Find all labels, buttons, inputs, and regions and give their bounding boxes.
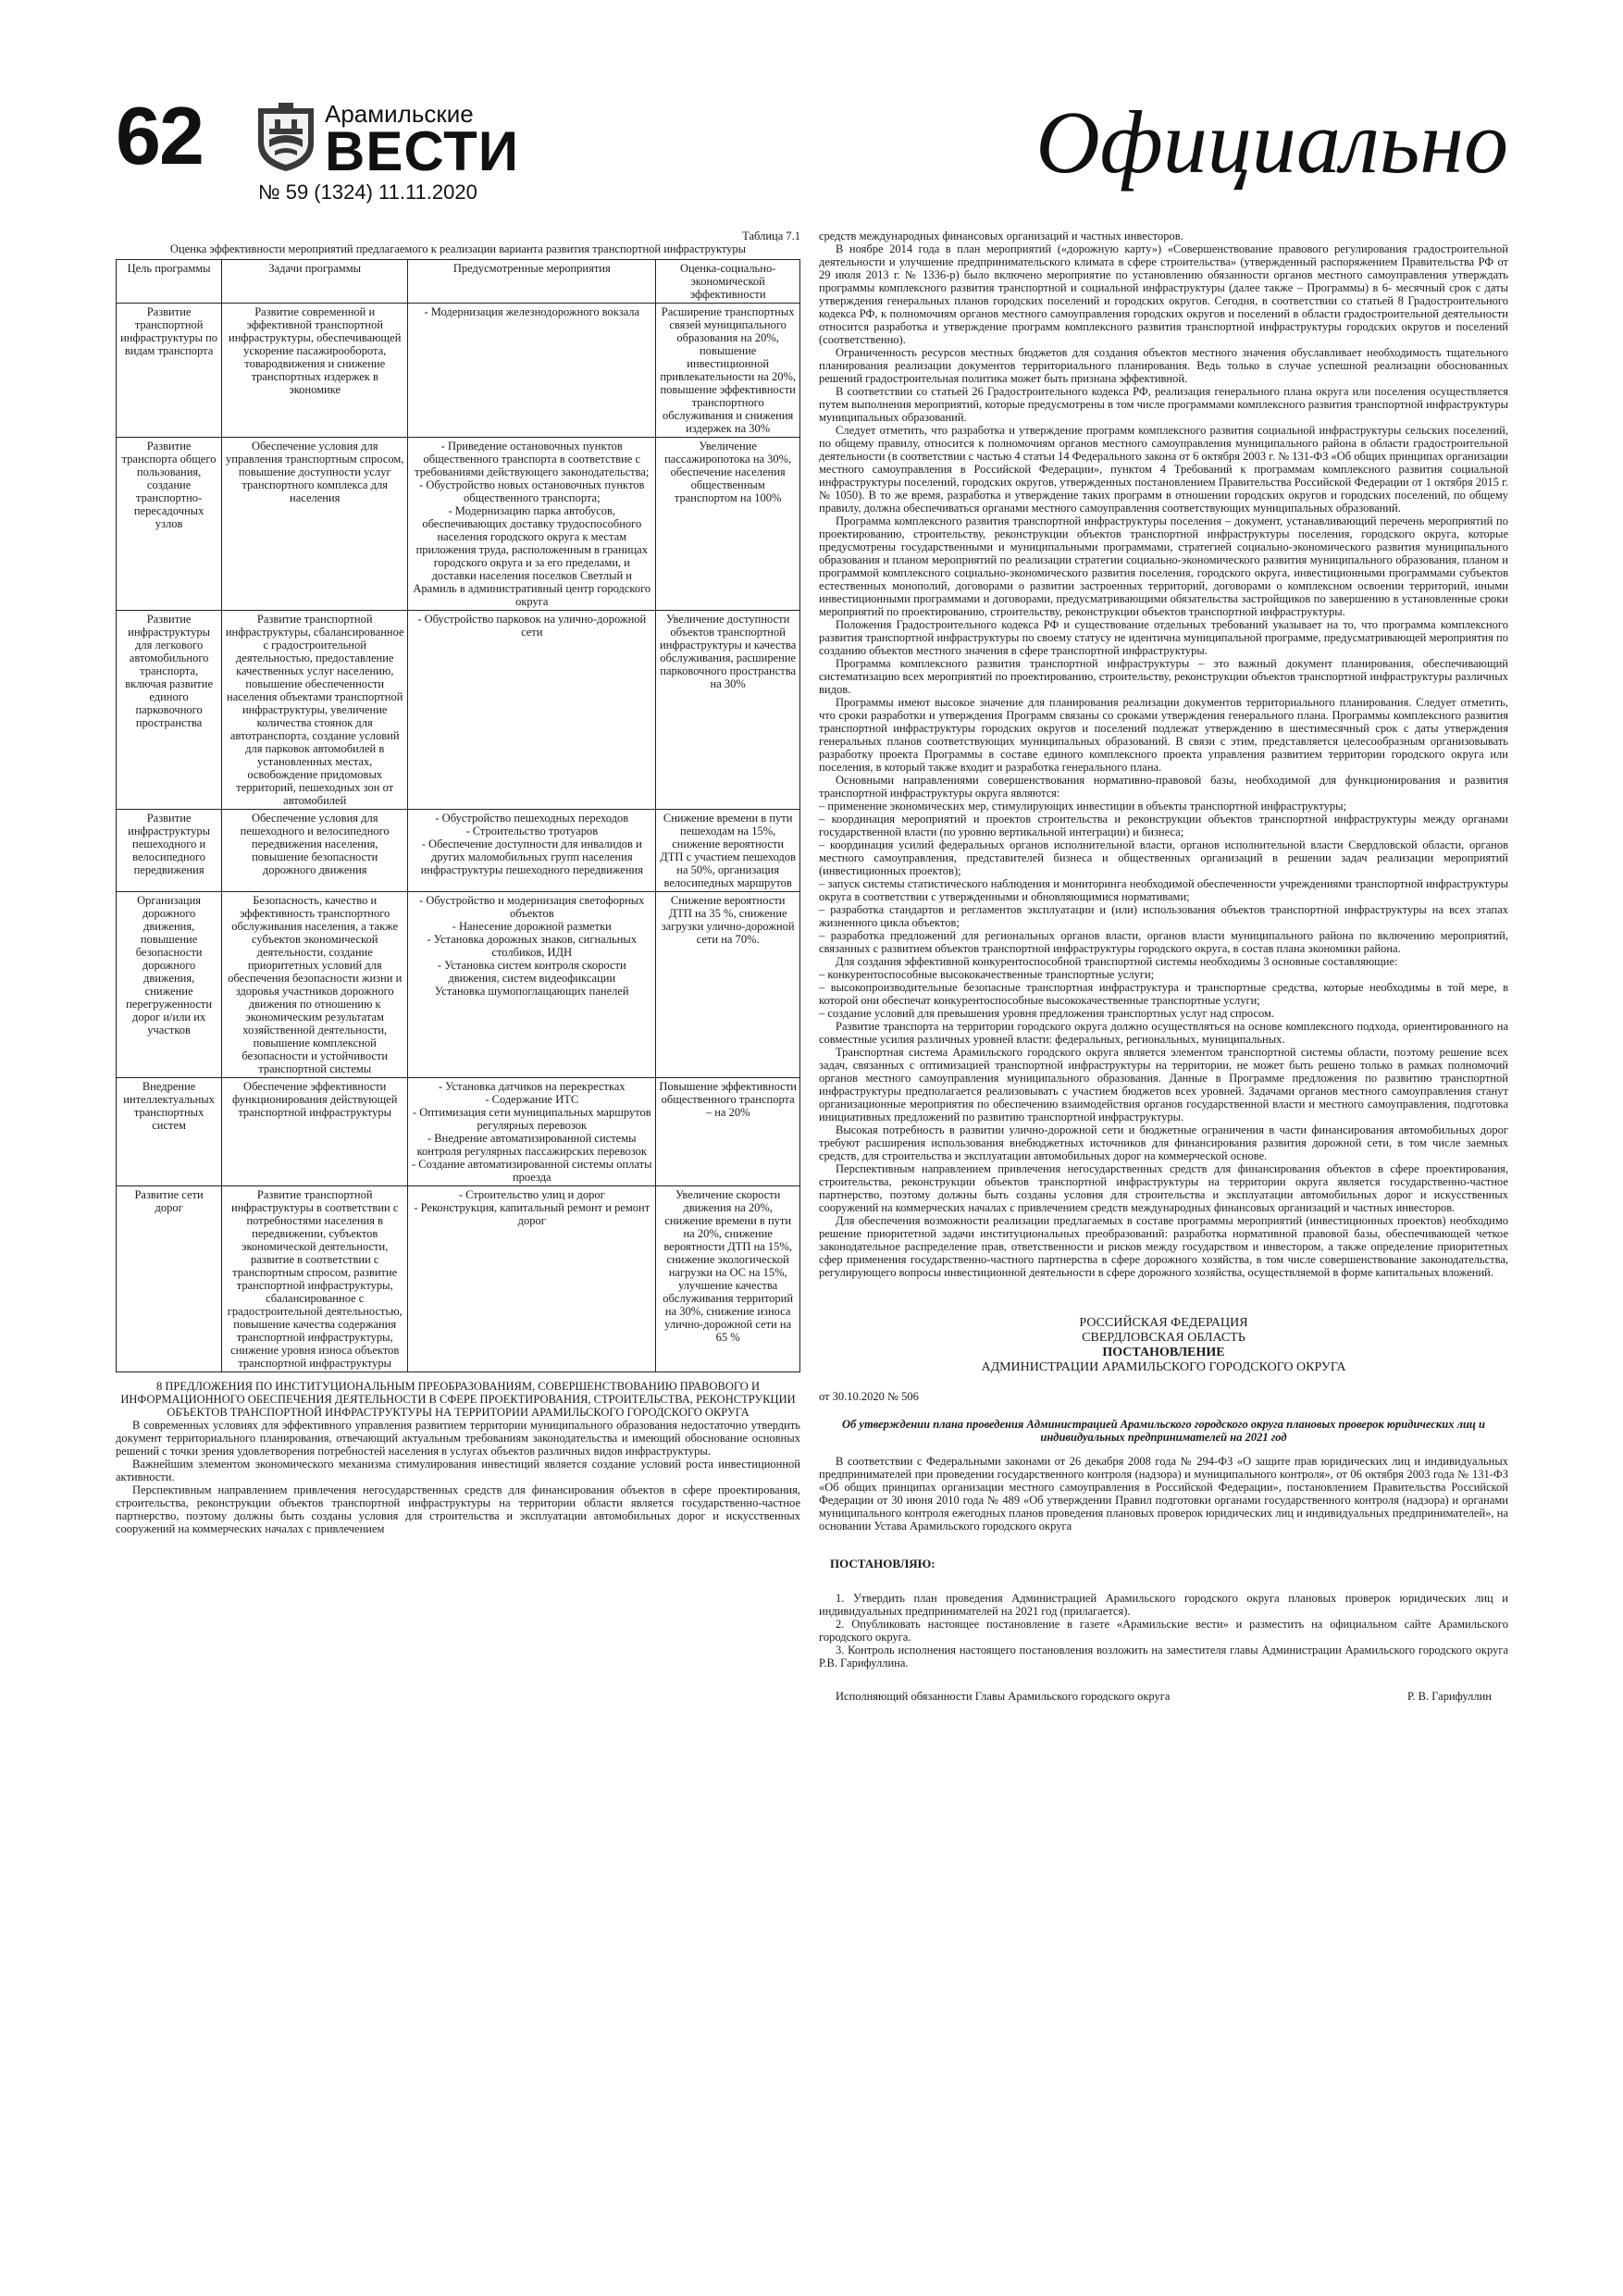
cell-goal: Развитие инфраструктуры пешеходного и велосипедного передвижения [117,810,222,892]
table-row [117,1078,800,1186]
issue-line: № 59 (1324) 11.11.2020 [258,180,477,204]
action-item: - Обустройство парковок на улично-дорожной сети [417,613,647,639]
header-actions: Предусмотренные мероприятия [408,260,656,304]
list-item: – разработка стандартов и регламентов эксплуатации и (или) использования объектов транспортной инфраструктуры на всех этапах жизненного цикла объектов; [819,903,1508,929]
decree-region: СВЕРДЛОВСКАЯ ОБЛАСТЬ [1082,1331,1245,1345]
cell-task: Обеспечение условия для пешеходного и велосипедного передвижения населения, повышение безопасности дорожного движения [222,810,408,892]
action-item: - Установка дорожных знаков, сигнальных столбиков, ИДН [427,933,638,959]
decree-country: РОССИЙСКАЯ ФЕДЕРАЦИЯ [1079,1316,1248,1330]
action-item: - Установка систем контроля скорости движения, систем видеофиксации [437,959,626,985]
action-item: - Установка датчиков на перекрестках [438,1080,626,1093]
paragraph: Следует отметить, что разработка и утверждение программ комплексного развития социальной инфраструктуры сельских поселений, по общему правилу, относится к полномочиям органов местного самоуправления муниципального района в области градостроительной деятельности (в соответствии с частью 4 статьи 14 Федерального закона от 6 октября 2003 г. № 131-ФЗ «Об общих принципах организации местного самоуправления в Российской Федерации», пунктом 4 Требований к программам комплексного развития социальной инфраструктуры поселений, городских округов, утвержденных постановлением Правительства Российской Федерации от 1 октября 2015 г. № 1050). В то же время, разработка и утверждение таких программ в отношении городских округов и городских поселений, по общему правилу, должна обеспечиваться органами местного самоуправления соответствующих муниципальных образований. [819,424,1508,515]
header-effect: Оценка-социально-экономической эффективности [656,260,800,304]
cell-goal: Развитие инфраструктуры для легкового автомобильного транспорта, включая развитие единого парковочного пространства [117,611,222,810]
list-item: – применение экономических мер, стимулирующих инвестиции в объекты транспортной инфраструктуры; [819,800,1346,813]
list-item: – конкурентоспособные высококачественные транспортные услуги; [819,968,1155,981]
left-column [116,230,800,2265]
cell-goal: Развитие транспортной инфраструктуры по видам транспорта [117,304,222,438]
list-item: – разработка предложений для региональных органов власти, органов власти муниципального района по включению мероприятий, связанных с развитием объектов транспортной инфраструктуры городского округа, в состав плана экономики района. [819,929,1508,955]
list-item: – координация усилий федеральных органов исполнительной власти, органов исполнительной власти Свердловской области, органов местного самоуправления, представителей бизнеса и общественных организаций в решении задач реализации мероприятий (инвестиционных проектов); [819,838,1508,877]
paragraph: средств международных финансовых организаций и частных инвесторов. [819,230,1183,242]
action-item: - Оптимизация сети муниципальных маршрутов регулярных перевозок [412,1106,651,1132]
measures-table [116,259,800,1372]
section-title: Официально [1035,93,1508,192]
cell-effect: Расширение транспортных связей муниципального образования на 20%, повышение инвестиционной привлекательности на 20%, повышение эффективности транспортного обслуживания и снижения издержек на 30% [656,304,800,438]
cell-effect: Снижение вероятности ДТП на 35 %, снижение загрузки улично-дорожной сети на 70%. [656,892,800,1078]
decree-header [819,1316,1508,1375]
header-goal: Цель программы [117,260,222,304]
decree-type: ПОСТАНОВЛЕНИЕ [1102,1346,1225,1359]
section-8-heading: 8 ПРЕДЛОЖЕНИЯ ПО ИНСТИТУЦИОНАЛЬНЫМ ПРЕОБРАЗОВАНИЯМ, СОВЕРШЕНСТВОВАНИЮ ПРАВОВОГО И ИНФОРМАЦИОННОГО ОБЕСПЕЧЕНИЯ ДЕЯТЕЛЬНОСТИ В СФЕРЕ ПРОЕКТИРОВАНИЯ, СТРОИТЕЛЬСТВА, РЕКОНСТРУКЦИИ ОБЪЕКТОВ ТРАНСПОРТНОЙ ИНФРАСТРУКТУРЫ НА ТЕРРИТОРИИ АРАМИЛЬСКОГО ГОРОДСКОГО ОКРУГА [120,1380,796,1419]
paragraph: Программы имеют высокое значение для планирования реализации документов территориального планирования. Следует отметить, что сроки разработки и утверждения Программ связаны со сроками утверждения генерального плана. Программы комплексного развития транспортной инфраструктуры городских округов и поселений подлежат утверждению в шестимесячный срок с даты утверждения генеральных планов соответствующих муниципальных образований. В связи с этим, представляется целесообразным организовывать разработку проекта Программы в составе единого комплексного проекта управления развитием территории городского округа или поселения, в который также входит и разработка генерального плана. [819,696,1508,774]
brand-subtitle: Арамильские [325,100,474,128]
paragraph: Положения Градостроительного кодекса РФ и существование отдельных требований указывает на то, что программа комплексного развития транспортной инфраструктуры по своему статусу не идентична муниципальной программе, предусматривающей мероприятия по созданию объектов местного значения в сфере транспортной инфраструктуры. [819,618,1508,657]
list-item: – координация мероприятий и проектов строительства и реконструкции объектов транспортной инфраструктуры между органами государственной власти (по уровню вертикальной интеграции) и бизнеса; [819,813,1508,838]
paragraph: В ноябре 2014 года в план мероприятий («дорожную карту») «Совершенствование правового регулирования градостроительной деятельности и улучшение предпринимательского климата в сфере строительства» (утвержденный распоряжением Правительства РФ от 29 июля 2013 г. № 1336-р) было включено мероприятие по установлению обязанности органов местного самоуправления утверждать программы комплексного развития транспортной и социальной инфраструктуры (далее также – Программы) в 6- месячный срок с даты утверждения генеральных планов городских поселений и городских округов. Сегодня, в соответствии со статьей 8 Градостроительного кодекса РФ, к полномочиям органов местного самоуправления городских округов и поселений в области градостроительной деятельности относится разработка и утверждение программ комплексного развития транспортной инфраструктуры городских округов и поселений (соответственно). [819,242,1508,346]
action-item: - Нанесение дорожной разметки [452,920,612,933]
cell-actions [408,892,656,1078]
action-item: - Строительство улиц и дорог [458,1188,605,1201]
action-item: - Модернизация железнодорожного вокзала [424,305,640,318]
list-item: – высокопроизводительные безопасные транспортная инфраструктура и транспортные средства, которые необходимы в той мере, в которой они обеспечат конкурентоспособные высококачественные транспортные услуги; [819,981,1508,1007]
cell-goal: Организация дорожного движения, повышение безопасности дорожного движения, снижение перегруженности дорог и/или их участков [117,892,222,1078]
cell-actions [408,304,656,438]
cell-task: Развитие современной и эффективной транспортной инфраструктуры, обеспечивающей ускорение пасажирооборота, товародвижения и снижение транспортных издержек в экономике [222,304,408,438]
cell-goal: Развитие сети дорог [117,1186,222,1372]
paragraph: В соответствии со статьей 26 Градостроительного кодекса РФ, реализация генерального плана округа или поселения осуществляется путем выполнения мероприятий, которые предусмотрены в том числе программами комплексного развития транспортной инфраструктуры муниципальных образований. [819,385,1508,424]
brand-title: ВЕСТИ [325,120,519,182]
signatory-name: Р. В. Гарифуллин [1407,1690,1492,1703]
cell-goal: Внедрение интеллектуальных транспортных систем [117,1078,222,1186]
paragraph: Ограниченность ресурсов местных бюджетов для создания объектов местного значения обуславливает необходимость тщательного планирования реализации документов территориального планирования. Ведь только в случае успешной реализации обоснованных решений градостроительная политика может быть признана эффективной. [819,346,1508,385]
cell-effect: Снижение времени в пути пешеходам на 15%, снижение вероятности ДТП с участием пешеходов на 50%, организация велосипедных маршрутов [656,810,800,892]
cell-goal: Развитие транспорта общего пользования, создание транспортно-пересадочных узлов [117,438,222,611]
masthead [116,88,1508,213]
paragraph: Перспективным направлением привлечения негосударственных средств для финансирования объектов в сфере проектирования, строительства, реконструкции объектов транспортной инфраструктуры на территории округа является государственно-частное партнерство, поэтому должны быть созданы условия для строительства и эксплуатации автомобильных дорог и искусственных сооружений на коммерческих началах с привлечением средств международных финансовых организаций и частных инвесторов. [819,1162,1508,1214]
table-header-row [117,260,800,304]
cell-actions [408,1078,656,1186]
cell-task: Развитие транспортной инфраструктуры в соответствии с потребностями населения в передвижении, субъектов экономической деятельности, развитие в соответствии с транспортным спросом, развитие транспортной инфраструктуры, сбалансированное с градостроительной деятельностью, повышение качества содержания транспортной инфраструктуры, снижение уровня износа объектов транспортной инфраструктуры [222,1186,408,1372]
paragraph: В современных условиях для эффективного управления развитием территории муниципального образования недостаточно утвердить документ территориального планирования, отвечающий актуальным требованиям законодательства и имеющий обоснование основных решений с точки зрения удовлетворения потребностей населения в услугах объектов различных видов инфраструктуры. [116,1419,800,1458]
action-item: - Создание автоматизированной системы оплаты проезда [412,1158,652,1184]
action-item: Установка шумопоглащающих панелей [434,985,629,998]
action-item: - Строительство тротуаров [465,825,599,838]
paragraph: Транспортная система Арамильского городского округа является элементом транспортной системы области, поэтому решение всех задач, связанных с оптимизацией транспортной инфраструктуры на территории, не может быть решено только в рамках полномочий органов местного самоуправления муниципального образования. Данные в Программе предложения по развитию транспортной инфраструктуры предполагается реализовывать с участием бюджетов всех уровней. Задачами органов местного самоуправления станут организационные мероприятия по обеспечению взаимодействия органов государственной власти и местного самоуправления, подготовка инициативных предложений по развитию транспортной инфраструктуры. [819,1046,1508,1123]
table-row [117,438,800,611]
decree-item: 1. Утвердить план проведения Администрацией Арамильского городского округа плановых проверок юридических лиц и индивидуальных предпринимателей на 2021 год (прилагается). [819,1592,1508,1618]
action-item: - Модернизацию парка автобусов, обеспечивающих доставку трудоспособного населения городского округа к местам приложения труда, расположенным в границах городского округа и за его пределами, и доставки населения поселков Светлый и Арамиль в административный центр городского округа [413,504,651,608]
list-item: – запуск системы статистического наблюдения и мониторинга необходимой обеспеченности учреждениями транспортной инфраструктуры округа в соответствии с утвержденными и обновляющимися нормативами; [819,877,1508,903]
action-item: - Обустройство и модернизация светофорных объектов [419,894,645,920]
table-row [117,810,800,892]
paragraph: Для создания эффективной конкурентоспособной транспортной системы необходимы 3 основные составляющие: [836,955,1398,968]
page-number: 62 [116,90,203,181]
right-column [819,230,1508,2265]
paragraph: Программа комплексного развития транспортной инфраструктуры – это важный документ планирования, обеспечивающий систематизацию всех мероприятий по проектированию, строительству, реконструкции объектов транспортной инфраструктуры различных видов. [819,657,1508,696]
cell-task: Безопасность, качество и эффективность транспортного обслуживания населения, а также субъектов экономической деятельности, создание приоритетных условий для обеспечения безопасности жизни и здоровья участников дорожного движения по отношению к экономическим результатам хозяйственной деятельности, повышение комплексной безопасности и устойчивости транспортной системы [222,892,408,1078]
paragraph: Основными направлениями совершенствования нормативно-правовой базы, необходимой для функционирования и развития транспортной инфраструктуры округа являются: [819,774,1508,800]
table-row [117,304,800,438]
decree-preamble: В соответствии с Федеральными законами от 26 декабря 2008 года № 294-ФЗ «О защите прав юридических лиц и индивидуальных предпринимателей при проведении государственного контроля (надзора) и муниципального контроля», от 06 октября 2003 года № 131-ФЗ «Об общих принципах организации местного самоуправления в Российской Федерации», постановлением Правительства Российской Федерации от 30 июня 2010 года № 489 «Об утверждении Правил подготовки органами государственного контроля (надзора) и органами муниципального контроля ежегодных планов проведения плановых проверок юридических лиц и индивидуальных предпринимателей», на основании Устава Арамильского городского округа [819,1455,1508,1533]
decree-subject: Об утверждении плана проведения Администрацией Арамильского городского округа плановых проверок юридических лиц и индивидуальных предпринимателей на 2021 год [842,1418,1485,1444]
coat-of-arms-icon [254,103,317,173]
action-item: - Обустройство пешеходных переходов [435,812,629,825]
action-item: - Внедрение автоматизированной системы контроля регулярных пассажирских перевозок [416,1132,647,1158]
table-caption: Таблица 7.1 [742,230,800,242]
paragraph: Развитие транспорта на территории городского округа должно осуществляться на основе комплексного подхода, ориентированного на совместные усилия различных уровней власти: федеральных, региональных, муниципальных. [819,1020,1508,1046]
cell-task: Обеспечение эффективности функционирования действующей транспортной инфраструктуры [222,1078,408,1186]
cell-effect: Увеличение доступности объектов транспортной инфраструктуры и качества обслуживания, расширение парковочного пространства на 30% [656,611,800,810]
cell-actions [408,1186,656,1372]
table-row [117,1186,800,1372]
decree-date-number: от 30.10.2020 № 506 [819,1390,919,1403]
paragraph: Для обеспечения возможности реализации предлагаемых в составе программы мероприятий (инвестиционных проектов) необходимо решение приоритетной задачи институциональных преобразований: разработка нормативной правовой базы, обеспечивающей четкое законодательное распределение прав, ответственности и рисков между государством и инвестором, а также определение приоритетных сфер применения государственно-частного партнерства в сфере дорожного хозяйства, в том числе совершенствование законодательства, регулирующего вопросы инвестиционной деятельности в сфере дорожного хозяйства, осуществляемой в форме капитальных вложений. [819,1214,1508,1279]
table-row [117,611,800,810]
signature-row [819,1690,1508,1703]
signatory-title: Исполняющий обязанности Главы Арамильского городского округа [836,1690,1171,1703]
cell-effect: Увеличение пассажиропотока на 30%, обеспечение населения общественным транспортом на 100% [656,438,800,611]
cell-actions [408,438,656,611]
cell-effect: Увеличение скорости движения на 20%, снижение времени в пути на 20%, снижение вероятности ДТП на 15%, снижение экологической нагрузки на ОС на 15%, улучшение качества обслуживания территорий на 30%, снижение износа улично-дорожной сети на 65 % [656,1186,800,1372]
cell-actions [408,810,656,892]
cell-task: Обеспечение условия для управления транспортным спросом, повышение доступности услуг транспортного комплекса для населения [222,438,408,611]
paragraph: Высокая потребность в развитии улично-дорожной сети и бюджетные ограничения в части финансирования автомобильных дорог требуют расширения использования внебюджетных источников для финансирования развития дорожной сети, в том числе заемных средств, для строительства и эксплуатации автомобильных дорог на коммерческой основе. [819,1123,1508,1162]
paragraph: Перспективным направлением привлечения негосударственных средств для финансирования объектов в сфере проектирования, строительства, реконструкции объектов транспортной инфраструктуры на территории области является государственно-частное партнерство, поэтому должны быть созданы условия для строительства и эксплуатации автомобильных дорог и искусственных сооружений на коммерческих началах с привлечением [116,1483,800,1535]
action-item: - Приведение остановочных пунктов общественного транспорта в соответствие с требованиями действующего законодательства; [415,440,650,478]
cell-effect: Повышение эффективности общественного транспорта – на 20% [656,1078,800,1186]
action-item: - Реконструкция, капитальный ремонт и ремонт дорог [414,1201,650,1227]
decree-item: 3. Контроль исполнения настоящего постановления возложить на заместителя главы Администрации Арамильского городского округа Р.В. Гарифуллина. [819,1644,1508,1669]
list-item: – создание условий для превышения уровня предложения транспортных услуг над спросом. [819,1007,1275,1020]
action-item: - Содержание ИТС [485,1093,579,1106]
cell-actions [408,611,656,810]
action-item: - Обеспечение доступности для инвалидов и других маломобильных групп населения инфраструктуры пешеходного передвижения [420,838,643,876]
decree-resolve: ПОСТАНОВЛЯЮ: [830,1557,935,1570]
paragraph: Программа комплексного развития транспортной инфраструктуры поселения – документ, устанавливающий перечень мероприятий по проектированию, строительству, реконструкции объектов транспортной инфраструктуры поселения, городского округа, которые предусмотрены государственными и муниципальными программами, стратегией социально-экономического развития муниципального образования и планом мероприятий по реализации стратегии социально-экономического развития муниципального образования, планом и программой комплексного социально-экономического развития поселения, городского округа, инвестиционными программами субъектов естественных монополий, договорами о развитии застроенных территорий, договорами о комплексном освоении территорий, иными инвестиционными программами и договорами, предусматривающими обязательства застройщиков по завершению в установленные сроки мероприятий по проектированию, строительству, реконструкции объектов транспортной инфраструктуры. [819,515,1508,618]
action-item: - Обустройство новых остановочных пунктов общественного транспорта; [419,478,645,504]
decree-authority: АДМИНИСТРАЦИИ АРАМИЛЬСКОГО ГОРОДСКОГО ОКРУГА [981,1360,1346,1374]
table-row [117,892,800,1078]
table-title: Оценка эффективности мероприятий предлагаемого к реализации варианта развития транспортной инфраструктуры [169,242,747,255]
header-task: Задачи программы [222,260,408,304]
decree-item: 2. Опубликовать настоящее постановление в газете «Арамильские вести» и разместить на официальном сайте Арамильского городского округа. [819,1618,1508,1644]
cell-task: Развитие транспортной инфраструктуры, сбалансированное с градостроительной деятельностью, предоставление качественных услуг населению, повышение обеспеченности населения объектами транспортной инфраструктуры, увеличение количества стоянок для автотранспорта, создание условий для парковок автомобилей в установленных местах, освобождение придомовых территорий, пешеходных зон от автомобилей [222,611,408,810]
paragraph: Важнейшим элементом экономического механизма стимулирования инвестиций является создание условий роста инвестиционной активности. [116,1458,800,1483]
